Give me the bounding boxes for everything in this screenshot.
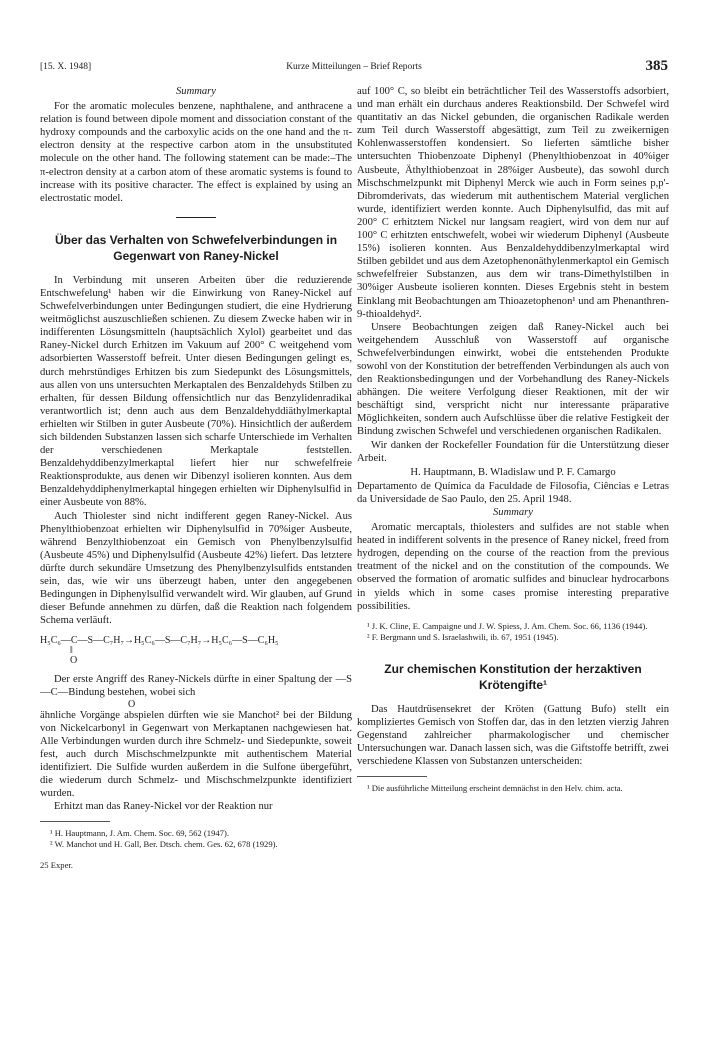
signature-mark: 25 Exper. bbox=[40, 860, 73, 871]
left-column bbox=[40, 85, 352, 871]
author-line: H. Hauptmann, B. Wladislaw und P. F. Camargo bbox=[410, 466, 616, 478]
header-journal-section: Kurze Mitteilungen – Brief Reports bbox=[286, 62, 422, 72]
summary-text: Aromatic mercaptals, thiolesters and sulfides are not stable when heated in indifferent solvents in the presence of Raney nickel, freed from hydrogen, depending on the course of the reaction from the previous treatment of the nickel and on the constitution of the compounds. We observed the formation of aromatic sulfides and binuclear hydrocarbons in yields which in some cases promise interesting preparative possibilities. bbox=[357, 522, 669, 612]
paragraph: Unsere Beobachtungen zeigen daß Raney-Nickel auch bei weitgehendem Ausschluß von Wasserstoff auf organische Schwefelverbindungen einwirkt, wobei die entstehenden Produkte sowohl von der Konstitution der betreffenden Verbindungen als auch von den Reaktionsbedingungen und der Vorbehandlung des Raney-Nickels abhängen. Die weitere Verfolgung dieser Reaktionen, mit der wir beschäftigt sind, verspricht nicht nur interessante präparative Möglichkeiten, sondern auch Aufschlüsse über die relative Festigkeit der Bindung zwischen Schwefel und verschiedenen organischen Radikalen. bbox=[357, 321, 669, 438]
affiliation: Departamento de Química da Faculdade de Filosofia, Ciências e Letras da Universidade de Sao Paulo, den 25. April 1948. bbox=[357, 480, 669, 505]
paragraph: auf 100° C, so bleibt ein beträchtlicher Teil des Wasserstoffs adsorbiert, und man erhält ein durchaus anderes Reaktionsbild. Der Schwefel wird quantitativ an das Nickel gebunden, die organischen Radikale werden zum Teil durch Wasserstoff abgesättigt, zum Teil zu zweikernigen Kohlenwasserstoffen kondensiert. So lieferten sämtliche bisher untersuchten Thiobenzoate Diphenyl (Phenylthiobenzoat in 40%iger Ausbeute, Äthylthiobenzoat in 28%iger Ausbeute), das sowohl durch Mischschmelzpunkt mit Diphenyl Merck wie auch in Form seines p,p'-Dibromderivats, das wiederum mit authentischem Material verglichen wurde, identifiziert werden konnte. Auch Diphenylsulfid, das mit auf 200° C erhitztem Nickel nur langsam reagiert, wird von dem nur auf 100° C erhitzten entschwefelt, wobei wir wiederum Diphenyl (Ausbeute 15%) isolieren konnten. Aus Benzaldehyddibenzylmerkaptal wird Stilben gebildet und aus dem Azetophenonäthylenmerkaptol ein Gemisch schwefelfreier Substanzen, aus dem wir trans-Dimethylstilben in 30%iger Ausbeute isolieren konnten. Dieses Ergebnis steht in bestem Einklang mit Beobachtungen am Thioazetophenon¹ und am Phenanthren-9-thioaldehyd². bbox=[357, 86, 669, 320]
footnote: ² W. Manchot und H. Gall, Ber. Dtsch. chem. Ges. 62, 678 (1929). bbox=[50, 839, 278, 850]
paragraph: Das Hautdrüsensekret der Kröten (Gattung Bufo) stellt ein kompliziertes Gemisch von Stoffen dar, das in den letzten vierzig Jahren Gegenstand zahlreicher pharmakologischer und chemischer Untersuchungen war. Danach lassen sich, was die Giftstoffe betrifft, zwei verschiedene Klassen von Substanzen unterscheiden: bbox=[357, 703, 669, 768]
page-number: 385 bbox=[645, 58, 668, 74]
bond-oxygen-mark bbox=[40, 700, 352, 709]
page-header bbox=[40, 60, 668, 76]
footnotes bbox=[357, 621, 669, 643]
footnote: ¹ H. Hauptmann, J. Am. Chem. Soc. 69, 562 (1947). bbox=[50, 828, 229, 839]
paragraph: Erhitzt man das Raney-Nickel vor der Reaktion nur bbox=[54, 801, 273, 813]
paragraph: Auch Thiolester sind nicht indifferent gegen Raney-Nickel. Aus Phenylthiobenzoat erhielten wir Diphenylsulfid in 70%iger Ausbeute, während Benzylthiobenzoat ein Gemisch von Phenylbenzylsulfid (Ausbeute 45%) und Diphenylsulfid (Ausbeute 42%) liefert. Das letztere dürfte durch sekundäre Umsetzung des Phenylbenzylsulfids entstanden sein, das, wie wir uns überzeugt haben, unter den angegebenen Bedingungen in Diphenylsulfid verwandelt wird. Wir glauben, auf Grund dieser Befunde annehmen zu dürfen, daß die Reaktion nach folgendem Schema verläuft. bbox=[40, 510, 352, 627]
reaction-formula: H₅C₆—C—S—C₇H₇→H₅C₆—S—C₇H₇→H₅C₆—S—C₆H₅ bbox=[40, 635, 279, 647]
footnote: ² F. Bergmann und S. Israelashwili, ib. 67, 1951 (1945). bbox=[367, 631, 559, 642]
carbonyl-oxygen: O bbox=[70, 655, 78, 667]
header-date: [15. X. 1948] bbox=[40, 62, 92, 72]
footnote: ¹ J. K. Cline, E. Campaigne und J. W. Spiess, J. Am. Chem. Soc. 66, 1136 (1944). bbox=[367, 620, 648, 631]
paragraph: ähnliche Vorgänge abspielen dürften wie sie Manchot² bei der Bildung von Nickelcarbonyl in Gegenwart von Merkaptanen nachgewiesen hat. Alle Verbindungen wurden durch ihre Schmelz- und Siedepunkte, soweit fest, auch durch Mischschmelzpunkte mit authentischem Material identifiziert. Die Sulfide wurden außerdem in die Sulfone übergeführt, die wiederum durch Schmelz- und Mischschmelzpunkte identifiziert wurden. bbox=[40, 709, 352, 800]
footnote-divider bbox=[40, 821, 110, 822]
footnote: ¹ Die ausführliche Mitteilung erscheint demnächst in den Helv. chim. acta. bbox=[367, 783, 623, 794]
bond-oxygen: O bbox=[128, 698, 136, 710]
summary-text: For the aromatic molecules benzene, naphthalene, and anthracene a relation is found between dipole moment and dissociation constant of the hydroxy compounds and the carboxylic acids on the one hand and the π-electron density at the respective carbon atom in the unsubstituted molecule on the other hand. The following statement can be made:–The π-electron density at a carbon atom of these aromatic systems is found to increase with its positive character. The effect is explained by using an electrostatic model. bbox=[40, 101, 352, 204]
footnote-divider bbox=[357, 776, 427, 777]
paragraph: Der erste Angriff des Raney-Nickels dürfte in einer Spaltung der —S—C—Bindung bestehen, wobei sich bbox=[40, 674, 352, 699]
reaction-scheme bbox=[40, 635, 352, 667]
summary-title: Summary bbox=[492, 507, 534, 518]
footnotes bbox=[40, 821, 352, 871]
right-column bbox=[357, 85, 669, 794]
summary-title: Summary bbox=[175, 86, 217, 97]
footnotes bbox=[357, 776, 669, 794]
carbonyl-double-bond: ‖ bbox=[70, 645, 73, 657]
paragraph: Wir danken der Rockefeller Foundation für die Unterstützung dieser Arbeit. bbox=[357, 439, 669, 464]
paragraph: In Verbindung mit unseren Arbeiten über die reduzierende Entschwefelung¹ haben wir die Einwirkung von Raney-Nickel auf Schwefelverbindungen unter Bedingungen studiert, die eine Hydrierung weitmöglichst auszuschließen schienen. Zu diesem Zwecke haben wir in indifferenten Lösungsmitteln (hauptsächlich Xylol) gearbeitet und das Raney-Nickel durch Erhitzen im Vakuum auf 200° C weitgehend vom adsorbierten Wasserstoff befreit. Unter diesen Bedingungen gelingt es, durch mehrstündiges Erhitzen bis zum Siedepunkt des Lösungsmittels, aus allen von uns untersuchten Merkaptalen des Benzaldehyds Stilben zu erhalten, für dessen Bildung offensichtlich nur das Benzylidenradikal verantwortlich ist; denn auch aus dem Benzaldehyddiäthylmerkaptal erhielten wir Stilben in guter Ausbeute (70%). Hinsichtlich der außerdem sich bildenden Substanzen lassen sich scharfe Unterschiede im Verhalten der verschiedenen Merkaptale feststellen. Benzaldehyddibenzylmerkaptal liefert hier nur schwefelfreie Reaktionsprodukte, aus denen wir Dibenzyl isolieren konnten. Aus dem Benzaldehyddiphenylmerkaptal hingegen erhielten wir Diphenylsulfid in einer Ausbeute von 88%. bbox=[40, 274, 352, 509]
section-title: Zur chemischen Konstitution der herzaktiven Krötengifte¹ bbox=[384, 661, 642, 692]
section-title: Über das Verhalten von Schwefelverbindungen in Gegenwart von Raney-Nickel bbox=[54, 232, 338, 263]
section-divider bbox=[176, 217, 216, 218]
